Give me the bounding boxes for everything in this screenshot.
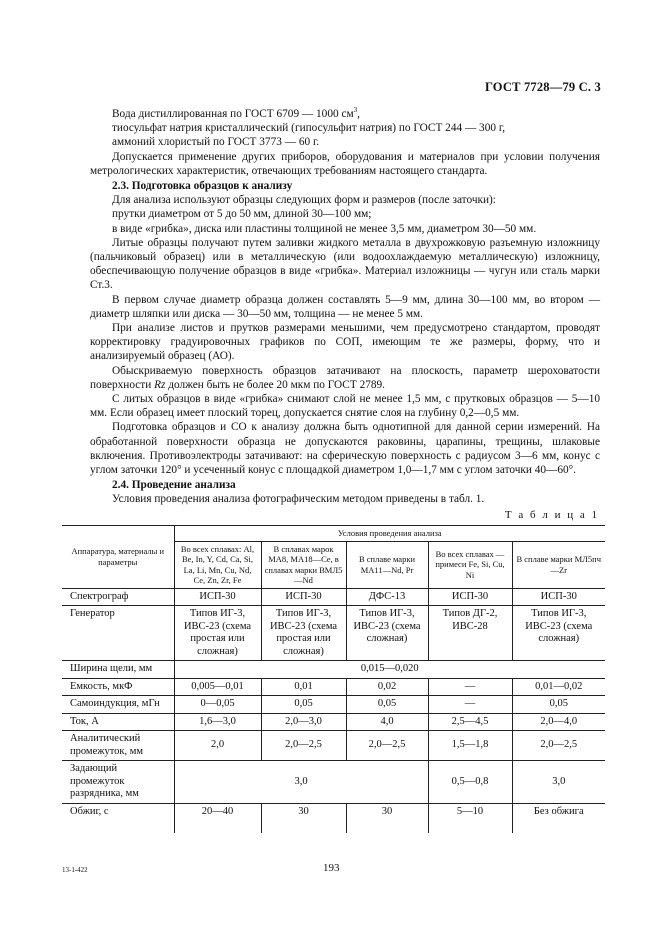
table-cell: 0,5—0,8 [428, 761, 512, 804]
paragraph: Подготовка образцов и СО к анализу должна быть однотипной для данной серии измерений. На обработанной поверхности образца не допускаются раковины, царапины, трещины, шлаковые включения. Противоэлектроды затачивают: на сферическую поверхность с радиусом 3—6 мм, конус с углом заточки 120° и усеченный конус с площадкой диаметром 1,0—1,7 мм с углом заточки 40—60°. [90, 421, 600, 477]
paragraph: Допускается применение других приборов, оборудования и материалов при условии получения метрологических характеристик, отвечающих требованиям настоящего стандарта. [90, 150, 600, 177]
table-cell: — [428, 696, 512, 714]
column-header: В сплаве марки МА11—Nd, Pr [346, 541, 428, 588]
section-heading: 2.3. Подготовка образцов к анализу [112, 180, 293, 193]
table-cell: 4,0 [346, 713, 428, 731]
table-cell: 0—0,05 [174, 696, 261, 714]
conditions-table [62, 525, 605, 833]
table-cell: 2,0—2,5 [346, 731, 428, 761]
table-row [62, 761, 605, 804]
table-cell: 1,5—1,8 [428, 731, 512, 761]
table-cell: ИСП-30 [174, 588, 261, 606]
corner-header: Аппаратура, материалы и параметры [62, 526, 174, 589]
table-cell: 0,05 [261, 696, 346, 714]
table-cell: 30 [346, 803, 428, 833]
table-cell: 30 [261, 803, 346, 833]
row-label: Ширина щели, мм [62, 661, 174, 679]
row-label: Самоиндукция, мГн [62, 696, 174, 714]
table-cell: 20—40 [174, 803, 261, 833]
column-header: Во всех сплавах — примеси Fe, Si, Cu, Ni [428, 541, 512, 588]
body-text [90, 107, 600, 507]
table-cell: 0,005—0,01 [174, 678, 261, 696]
table-cell: Типов ИГ-3, ИВС-23 (схема простая или сложная) [174, 606, 261, 661]
paragraph: С литых образцов в виде «грибка» снимают слой не менее 1,5 мм, с прутковых образцов — 5—10 мм. Если образец имеет плоский торец, допускается снятие слоя на глубину 0,2—0,5 мм. [90, 393, 600, 420]
table-row [62, 661, 605, 679]
print-code: 13-1-422 [62, 866, 88, 874]
table-cell: 3,0 [174, 761, 428, 804]
column-header: В сплаве марки МЛ5пч—Zr [512, 541, 605, 588]
paragraph: Обыскриваемую поверхность образцов затачивают на плоскость, параметр шероховатости поверхности Rz должен быть не более 20 мкм по ГОСТ 2789. [90, 364, 600, 391]
page-number: 193 [323, 862, 340, 874]
paragraph: При анализе листов и прутков размерами меньшими, чем предусмотрено стандартом, проводят корректировку градуировочных графиков по СОП, имеющим те же размеры, форму, что и анализируемый образец (АО). [90, 322, 600, 363]
table-cell: 1,6—3,0 [174, 713, 261, 731]
table-cell: 2,0—3,0 [261, 713, 346, 731]
paragraph: Вода дистиллированная по ГОСТ 6709 — 1000 $см^3$, [112, 106, 360, 120]
paragraph: Для анализа используют образцы следующих форм и размеров (после заточки): [112, 194, 496, 207]
table-cell: ИСП-30 [261, 588, 346, 606]
table-cell: ДФС-13 [346, 588, 428, 606]
table-cell: 0,01—0,02 [512, 678, 605, 696]
table-cell: Типов ДГ-2, ИВС-28 [428, 606, 512, 661]
paragraph: тиосульфат натрия кристаллический (гипосульфит натрия) по ГОСТ 244 — 300 г, [112, 122, 506, 135]
row-label: Емкость, мкФ [62, 678, 174, 696]
table-cell: 2,0 [174, 731, 261, 761]
table-cell: 2,0—2,5 [512, 731, 605, 761]
table-row [62, 678, 605, 696]
table-cell: ИСП-30 [428, 588, 512, 606]
table-row [62, 588, 605, 606]
table-row [62, 713, 605, 731]
paragraph: В первом случае диаметр образца должен составлять 5—9 мм, длина 30—100 мм, во втором — диаметр шляпки или диска — 30—50 мм, толщина — не менее 5 мм. [90, 293, 600, 320]
group-header: Условия проведения анализа [174, 526, 605, 542]
table-cell: Типов ИГ-3, ИВС-23 (схема простая или сложная) [261, 606, 346, 661]
section-heading: 2.4. Проведение анализа [112, 479, 236, 492]
table-cell: 2,0—4,0 [512, 713, 605, 731]
row-label: Аналитический промежуток, мм [62, 731, 174, 761]
table-cell: 0,02 [346, 678, 428, 696]
paragraph: Условия проведения анализа фотографическим методом приведены в табл. 1. [112, 493, 485, 506]
table-cell: 2,5—4,5 [428, 713, 512, 731]
row-label: Ток, А [62, 713, 174, 731]
row-label: Задающий промежуток разрядника, мм [62, 761, 174, 804]
table-cell: Без обжига [512, 803, 605, 833]
table-row [62, 696, 605, 714]
paragraph: аммоний хлористый по ГОСТ 3773 — 60 г. [112, 136, 320, 149]
paragraph: прутки диаметром от 5 до 50 мм, длиной 30—100 мм; [112, 208, 372, 221]
column-header: Во всех сплавах: Al, Be, In, Y, Cd, Ca, Si, La, Li, Mn, Cu, Nd, Ce, Zn, Zr, Fe [174, 541, 261, 588]
table-cell: Типов ИГ-3, ИВС-23 (схема сложная) [346, 606, 428, 661]
row-label: Обжиг, с [70, 805, 109, 817]
column-header: В сплавах марок МА8, МА18—Ce, в сплавах марки ВМЛ5—Nd [261, 541, 346, 588]
row-label: Спектрограф [62, 588, 174, 606]
table-cell: 0,05 [346, 696, 428, 714]
paragraph: Литые образцы получают путем заливки жидкого металла в двухрожковую разъемную изложницу (пальчиковый образец) или в металлическую (или водоохлаждаемую металлическую) изложницу, обеспечивающую получение образцов в виде «грибка». Материал изложницы — чугун или сталь марки Ст.3. [90, 236, 600, 292]
table-cell: ИСП-30 [512, 588, 605, 606]
paragraph: в виде «грибка», диска или пластины толщиной не менее 3,5 мм, диаметром 30—50 мм. [112, 222, 537, 235]
table-row [62, 803, 605, 833]
table-cell: 0,015—0,020 [174, 661, 605, 679]
table-row [62, 606, 605, 661]
table-cell: 0,05 [512, 696, 605, 714]
table-cell: 3,0 [512, 761, 605, 804]
table-cell: 2,0—2,5 [261, 731, 346, 761]
table-cell: 0,01 [261, 678, 346, 696]
table-cell: 5—10 [428, 803, 512, 833]
table-caption: Т а б л и ц а 1 [504, 509, 599, 521]
table-cell: Типов ИГ-3, ИВС-23 (схема сложная) [512, 606, 605, 661]
table-row [62, 731, 605, 761]
row-label: Генератор [62, 606, 174, 661]
table-cell: — [428, 678, 512, 696]
page-header: ГОСТ 7728—79 С. 3 [484, 80, 601, 94]
